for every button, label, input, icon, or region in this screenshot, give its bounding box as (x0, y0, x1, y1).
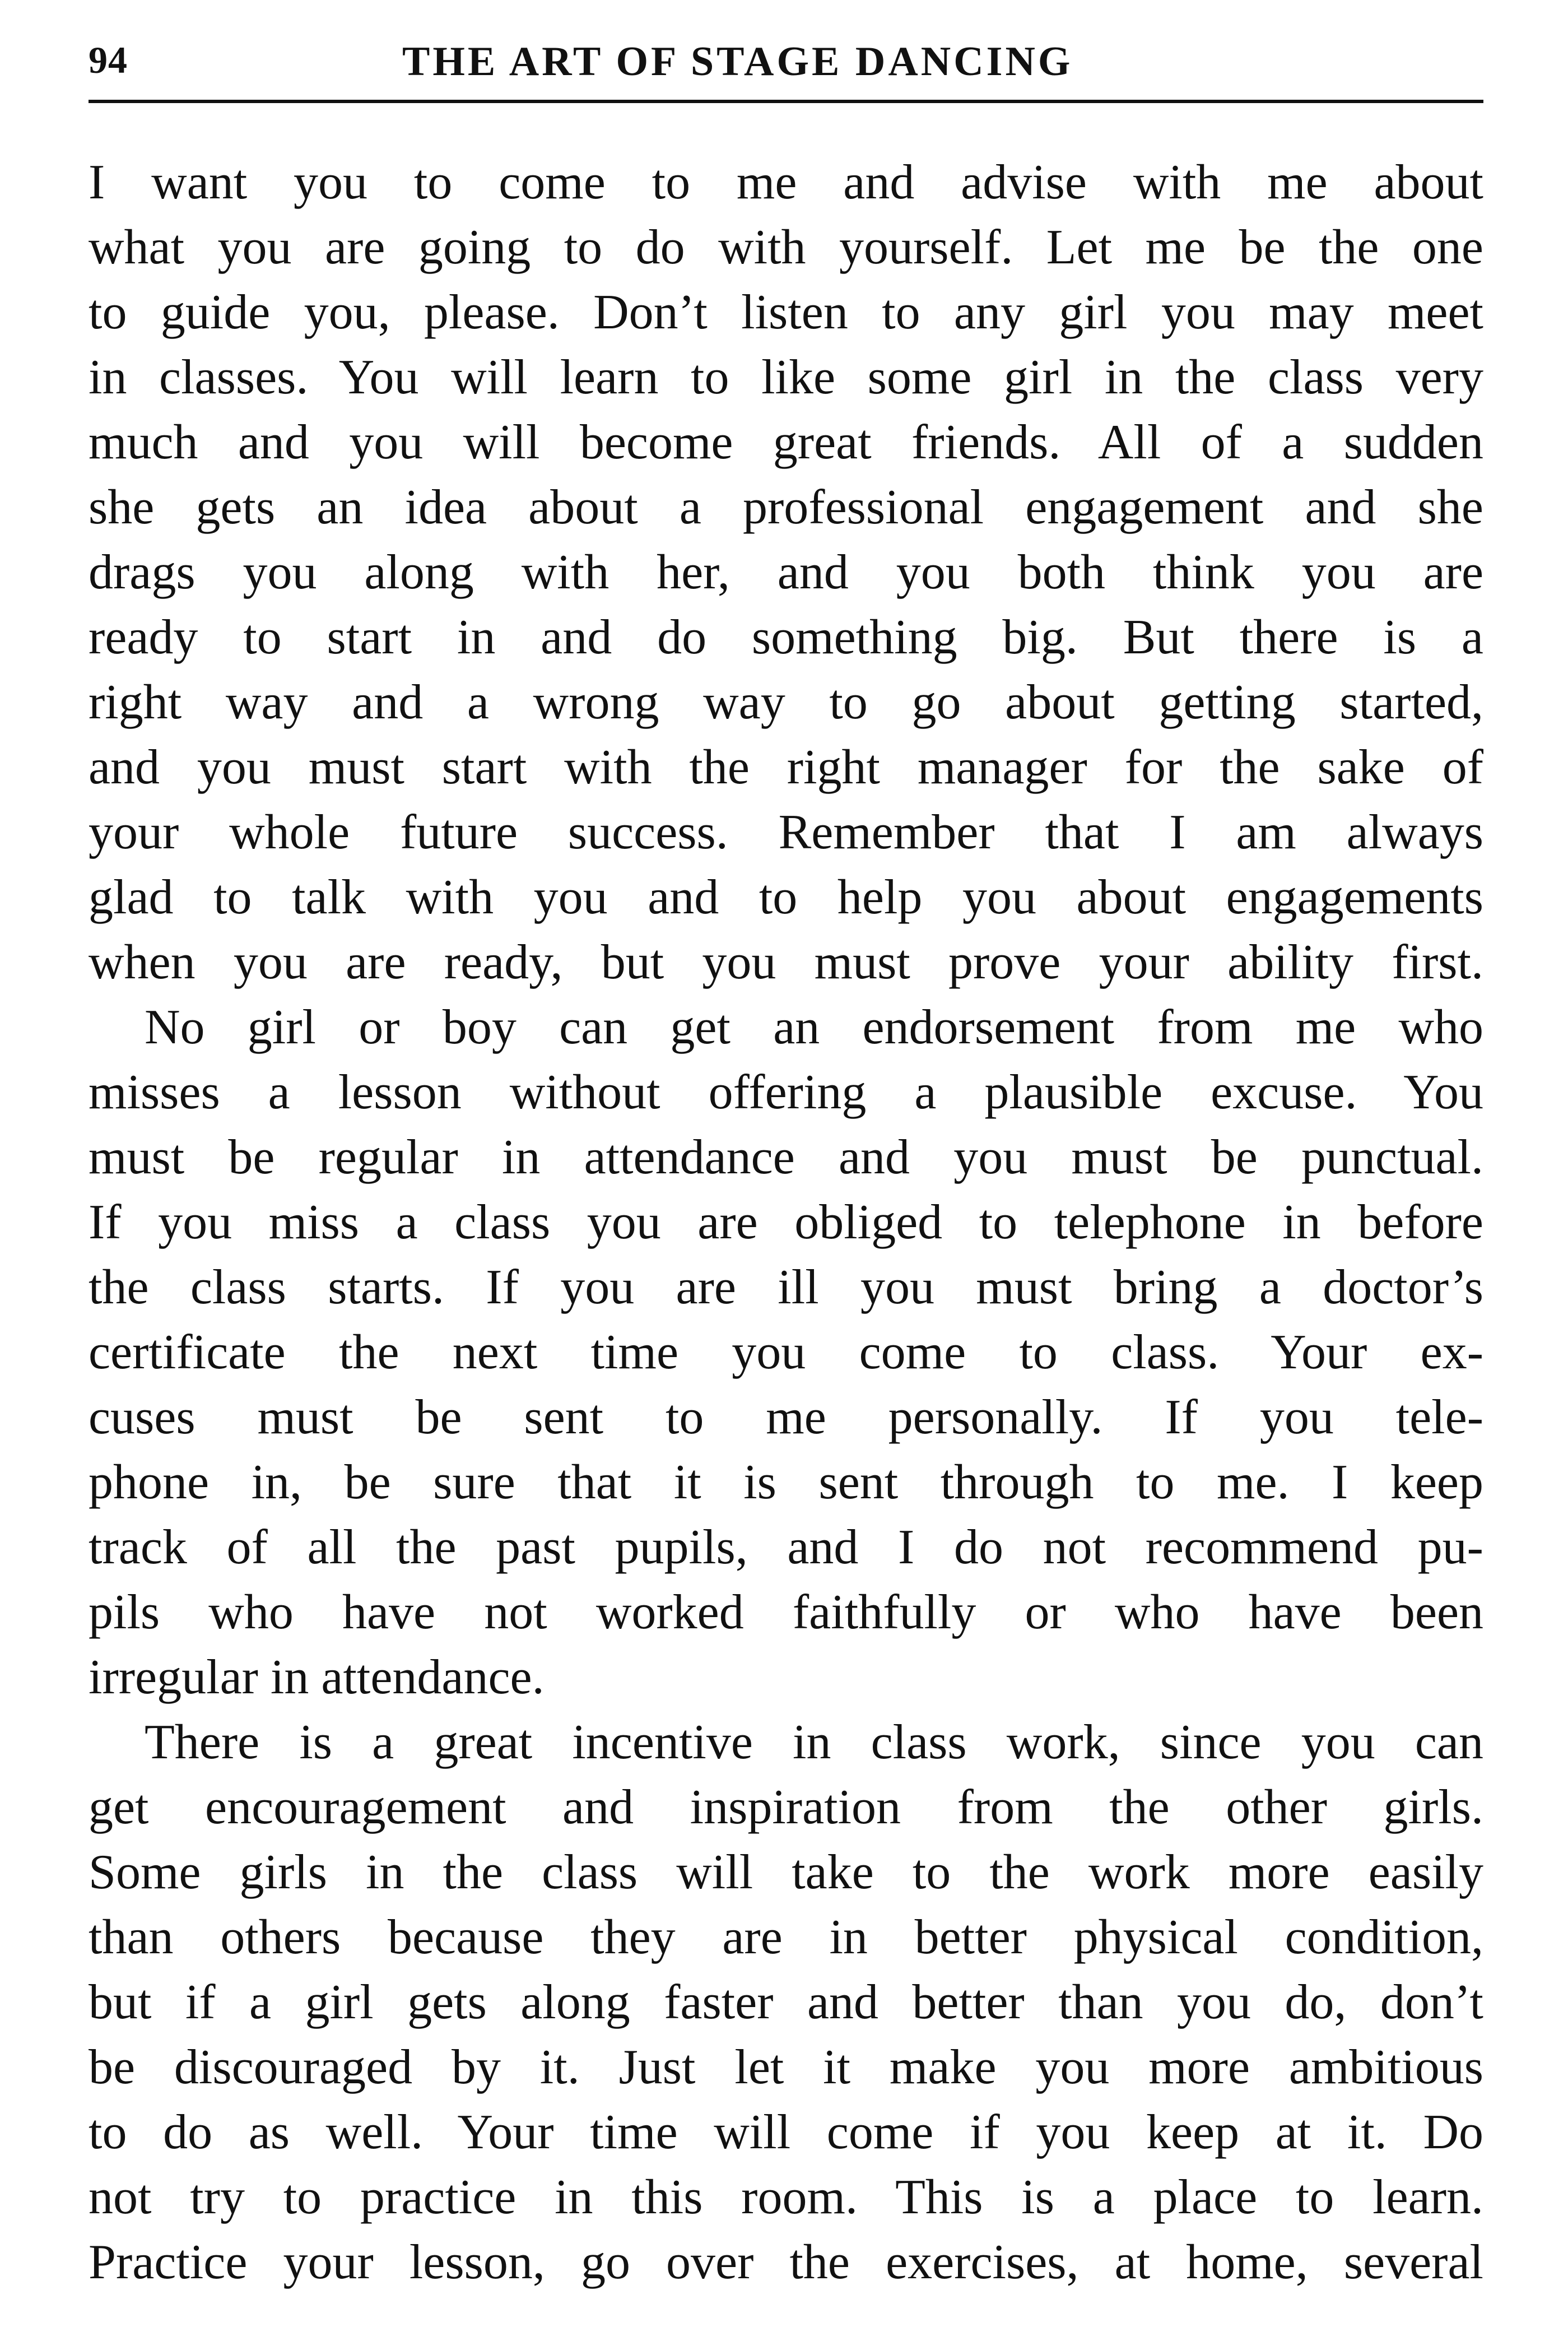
text-line: much and you will become great friends. All of a sudden (89, 415, 1483, 470)
text-line: your whole future success. Remember that I am always (89, 805, 1483, 860)
text-line: must be regular in attendance and you must be punctual. (89, 1130, 1483, 1185)
text-line: and you must start with the right manager for the sake of (89, 740, 1483, 795)
text-line: to guide you, please. Don’t listen to any girl you may meet (89, 285, 1483, 340)
paragraph-2 (89, 995, 1483, 1710)
text-line: but if a girl gets along faster and better than you do, don’t (89, 1975, 1483, 2029)
text-line: Some girls in the class will take to the work more easily (89, 1845, 1483, 1899)
page-number: 94 (89, 39, 128, 81)
text-line: pils who have not worked faithfully or who have been (89, 1585, 1483, 1639)
text-line: than others because they are in better physical condition, (89, 1910, 1483, 1964)
text-line: to do as well. Your time will come if you keep at it. Do (89, 2105, 1483, 2159)
text-line: cuses must be sent to me personally. If you tele- (89, 1390, 1483, 1444)
text-line: she gets an idea about a professional engagement and she (89, 480, 1483, 535)
header-rule (89, 100, 1483, 103)
text-line: There is a great incentive in class work, since you can (145, 1715, 1483, 1769)
running-head (89, 38, 1483, 100)
text-line: irregular in attendance. (89, 1650, 545, 1704)
text-line: drags you along with her, and you both think you are (89, 545, 1483, 600)
paragraph-3 (89, 1710, 1483, 2295)
body-text (89, 150, 1483, 2295)
text-line: phone in, be sure that it is sent through to me. I keep (89, 1455, 1483, 1509)
text-line: in classes. You will learn to like some girl in the class very (89, 350, 1483, 405)
text-line: certificate the next time you come to class. Your ex- (89, 1325, 1483, 1379)
paragraph-1 (89, 150, 1483, 995)
text-line: right way and a wrong way to go about getting started, (89, 675, 1483, 730)
text-line: glad to talk with you and to help you about engagements (89, 870, 1483, 925)
text-line: be discouraged by it. Just let it make you more ambitious (89, 2040, 1483, 2094)
text-line: If you miss a class you are obliged to telephone in before (89, 1195, 1483, 1250)
text-line: the class starts. If you are ill you must bring a doctor’s (89, 1260, 1483, 1315)
text-line: misses a lesson without offering a plausible excuse. You (89, 1065, 1483, 1120)
text-line: what you are going to do with yourself. Let me be the one (89, 220, 1483, 275)
running-title: THE ART OF STAGE DANCING (402, 39, 1073, 85)
text-line: ready to start in and do something big. But there is a (89, 610, 1483, 665)
text-line: No girl or boy can get an endorsement from me who (145, 1000, 1483, 1055)
text-line: get encouragement and inspiration from the other girls. (89, 1780, 1483, 1834)
text-line: I want you to come to me and advise with me about (89, 155, 1483, 210)
text-line: when you are ready, but you must prove your ability first. (89, 935, 1483, 990)
text-line: track of all the past pupils, and I do not recommend pu- (89, 1520, 1483, 1574)
text-line: Practice your lesson, go over the exercises, at home, several (89, 2235, 1483, 2289)
text-line: not try to practice in this room. This is a place to learn. (89, 2170, 1483, 2224)
